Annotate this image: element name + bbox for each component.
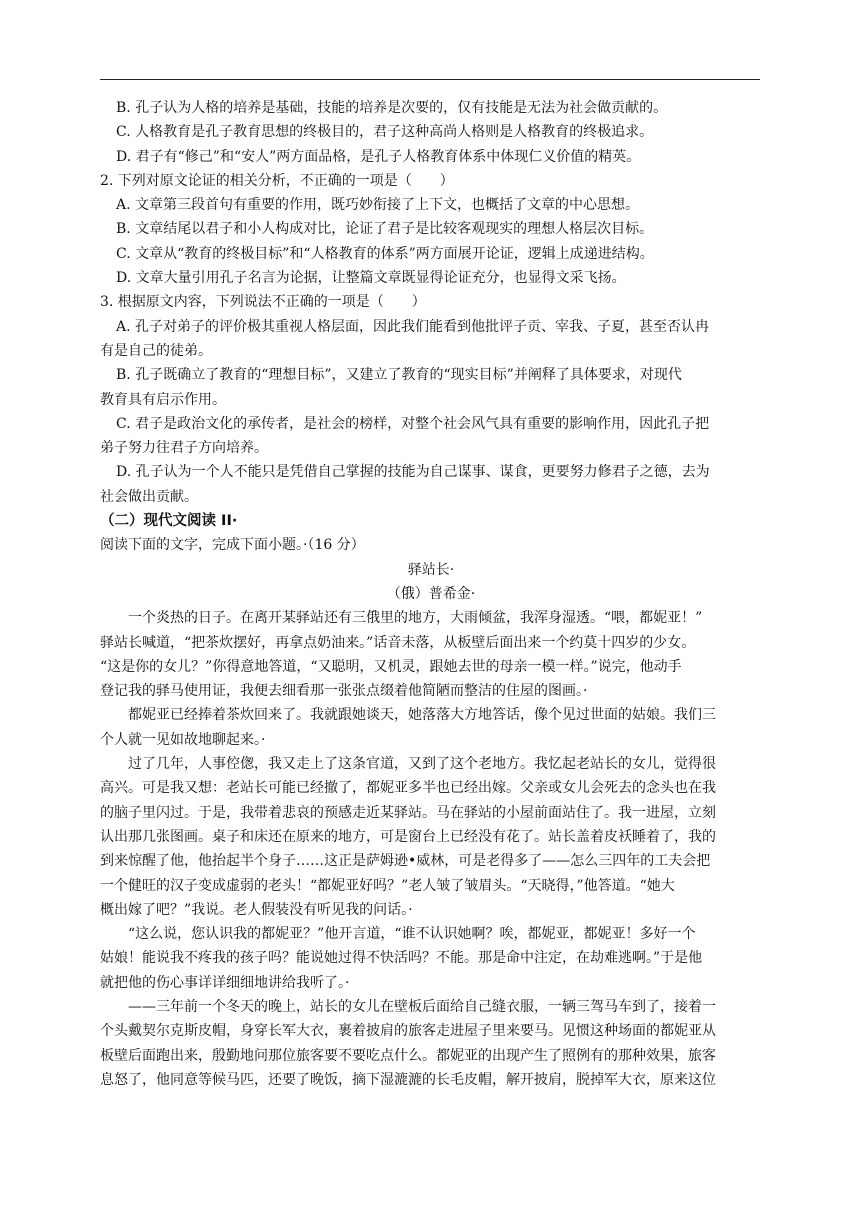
q2-option-a: A. 文章第三段首句有重要的作用，既巧妙衔接了上下文，也概括了文章的中心思想。 <box>116 197 640 214</box>
story-title: 驿站长· <box>407 561 455 578</box>
story-p5-line: 个头戴契尔克斯皮帽，身穿长军大衣，裹着披肩的旅客走进屋子里来要马。见惯这种场面的都妮亚从 <box>100 1023 716 1040</box>
q3-option-a: A. 孔子对弟子的评价极其重视人格层面，因此我们能看到他批评子贡、宰我、子夏，甚至否认冉 <box>116 318 710 335</box>
q1-option-d: D. 君子有“修己”和“安人”两方面品格，是孔子人格教育体系中体现仁义价值的精英。 <box>116 148 641 165</box>
story-p3-line: 的脑子里闪过。于是，我带着悲哀的预感走近某驿站。马在驿站的小屋前面站住了。我一进屋，立刻 <box>100 804 716 821</box>
story-p4-line: 就把他的伤心事详详细细地讲给我听了。· <box>100 974 350 991</box>
section-instruction: 阅读下面的文字，完成下面小题。·（16 分） <box>100 537 365 554</box>
q3-option-d-cont: 社会做出贡献。 <box>100 488 198 505</box>
q2-option-d: D. 文章大量引用孔子名言为论据，让整篇文章既显得论证充分，也显得文采飞扬。 <box>116 270 626 287</box>
story-p5-line: ——三年前一个冬天的晚上，站长的女儿在壁板后面给自己缝衣服，一辆三驾马车到了，接着一 <box>128 998 716 1015</box>
story-p1-line: 一个炎热的日子。在离开某驿站还有三俄里的地方，大雨倾盆，我浑身湿透。“喂，都妮亚！” <box>128 610 703 627</box>
story-p5-line: 息怒了，他同意等候马匹，还要了晚饭，摘下湿漉漉的长毛皮帽，解开披肩，脱掉军大衣，原来这位 <box>100 1071 716 1088</box>
document-content <box>100 96 762 1092</box>
q3-stem: 3. 根据原文内容，下列说法不正确的一项是（ ） <box>100 294 426 311</box>
story-p3-line: 高兴。可是我又想：老站长可能已经撤了，都妮亚多半也已经出嫁。父亲或女儿会死去的念头也在我 <box>100 780 716 797</box>
story-author: （俄）普希金· <box>386 585 476 602</box>
section-heading: （二）现代文阅读 II· <box>100 513 238 530</box>
story-p1-line: “这是你的女儿？”你得意地答道，“又聪明，又机灵，跟她去世的母亲一模一样。”说完，他动手 <box>100 658 682 675</box>
q3-option-a-cont: 有是自己的徒弟。 <box>100 342 212 359</box>
story-p3-line: 过了几年，人事倥偬，我又走上了这条官道，又到了这个老地方。我忆起老站长的女儿，觉得很 <box>128 756 716 773</box>
story-p1-line: 驿站长喊道，“把茶炊摆好，再拿点奶油来。”话音未落，从板壁后面出来一个约莫十四岁的少女。 <box>100 634 696 651</box>
story-p5-line: 板壁后面跑出来，殷勤地问那位旅客要不要吃点什么。都妮亚的出现产生了照例有的那种效果，旅客 <box>100 1047 716 1064</box>
q3-option-c-cont: 弟子努力往君子方向培养。 <box>100 440 268 457</box>
q1-option-c: C. 人格教育是孔子教育思想的终极目的，君子这种高尚人格则是人格教育的终极追求。 <box>116 124 654 141</box>
story-p1-line: 登记我的驿马使用证，我便去细看那一张张点缀着他简陋而整洁的住屋的图画。· <box>100 683 588 700</box>
q3-option-c: C. 君子是政治文化的承传者，是社会的榜样，对整个社会风气具有重要的影响作用，因此孔子把 <box>116 415 710 432</box>
q3-option-b: B. 孔子既确立了教育的“理想目标”，又建立了教育的“现实目标”并阐释了具体要求，对现代 <box>116 367 682 384</box>
q3-option-b-cont: 教育具有启示作用。 <box>100 391 226 408</box>
header-rule <box>100 79 760 80</box>
story-p2-line: 个人就一见如故地聊起来。· <box>100 731 266 748</box>
q2-stem: 2. 下列对原文论证的相关分析，不正确的一项是（ ） <box>100 172 454 189</box>
q2-option-c: C. 文章从“教育的终极目标”和“人格教育的体系”两方面展开论证，逻辑上成递进结构。 <box>116 245 654 262</box>
story-p3-line: 到来惊醒了他，他抬起半个身子……这正是萨姆逊•威林，可是老得多了——怎么三四年的工夫会把 <box>100 853 711 870</box>
story-p4-line: 姑娘！能说我不疼我的孩子吗？能说她过得不快活吗？不能。那是命中注定，在劫难逃啊。”于是他 <box>100 950 703 967</box>
q3-option-d: D. 孔子认为一个人不能只是凭借自己掌握的技能为自己谋事、谋食，更要努力修君子之德，去为 <box>116 464 710 481</box>
story-p4-line: “这么说，您认识我的都妮亚？”他开言道，“谁不认识她啊？唉，都妮亚，都妮亚！多好一个 <box>128 926 696 943</box>
story-p3-line: 概出嫁了吧？”我说。老人假装没有听见我的问话。· <box>100 901 413 918</box>
q1-option-b: B. 孔子认为人格的培养是基础，技能的培养是次要的，仅有技能是无法为社会做贡献的。 <box>116 100 668 116</box>
story-p3-line: 认出那几张图画。桌子和床还在原来的地方，可是窗台上已经没有花了。站长盖着皮袄睡着了，我的 <box>100 828 716 845</box>
story-p3-line: 一个健旺的汉子变成虚弱的老头！“都妮亚好吗？”老人皱了皱眉头。“天晓得，”他答道。“她大 <box>100 877 675 894</box>
q2-option-b: B. 文章结尾以君子和小人构成对比，论证了君子是比较客观现实的理想人格层次目标。 <box>116 221 654 238</box>
story-p2-line: 都妮亚已经捧着茶炊回来了。我就跟她谈天，她落落大方地答话，像个见过世面的姑娘。我们三 <box>128 707 716 724</box>
